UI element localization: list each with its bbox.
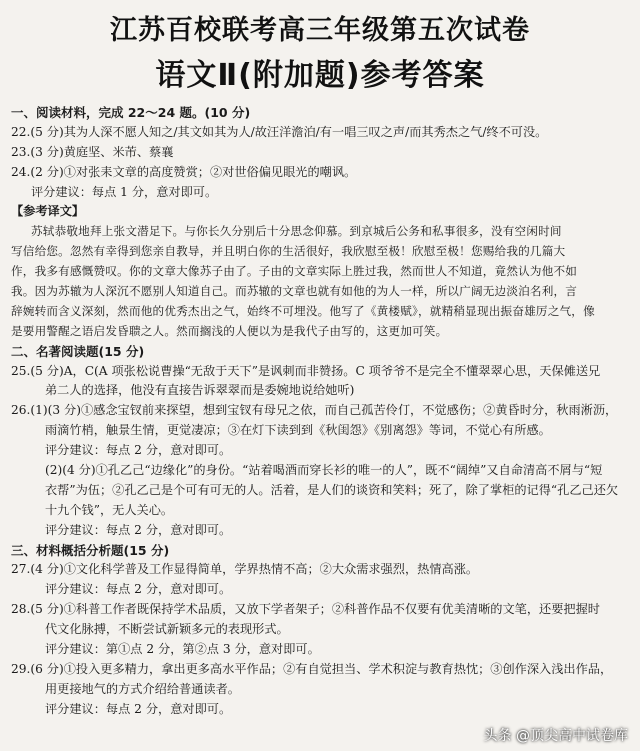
translation-line: 苏轼恭敬地拜上张文潜足下。与你长久分别后十分思念仰慕。到京城后公务和私事很多，没有空闲时间 <box>31 224 562 239</box>
scoring-note: 评分建议：每点 2 分，意对即可。 <box>45 522 232 537</box>
answer-q25-cont: 弟二人的选择，他没有直接告诉翠翠而是委婉地说给她听) <box>45 383 355 398</box>
answer-q24: 24.(2 分)①对张耒文章的高度赞赏；②对世俗偏见眼光的嘲讽。 <box>11 164 357 179</box>
answer-q26-2-cont: 衣帮”为伍；②孔乙己是个可有可无的人。活着，是人们的谈资和笑料；死了，除了掌柜的记得“孔乙己还欠 <box>45 482 619 497</box>
translation-line: 作，我多有感慨赞叹。你的文章大像苏子由了。子由的文章实际上胜过我，然而世人不知道，竟然认为他不如 <box>11 264 578 279</box>
answer-content <box>11 103 631 720</box>
answer-q26-2: (2)(4 分)①孔乙己“边缘化”的身份。“站着喝酒而穿长衫的唯一的人”，既不“阔绰”又自命清高不屑与“短 <box>45 463 603 478</box>
scoring-note: 评分建议：第①点 2 分，第②点 3 分，意对即可。 <box>45 642 320 657</box>
answer-q26-2-cont: 十九个钱”，无人关心。 <box>45 502 174 517</box>
source-watermark: 头条 @顶尖高中试卷库 <box>483 728 628 744</box>
scoring-note: 评分建议：每点 2 分，意对即可。 <box>45 701 232 716</box>
translation-line: 辞婉转而含义深刻，然而他的优秀杰出之气，始终不可埋没。他写了《黄楼赋》，就精稍显现出振奋雄厉之气，像 <box>11 303 595 318</box>
translation-line: 是要用警醒之语启发昏聩之人。然而搁浅的人便以为是我代子由写的，这更加可笑。 <box>11 323 448 338</box>
translation-line: 写信给您。忽然有幸得到您亲自教导，并且明白你的生活很好，我欣慰至极！欣慰至极！您赐给我的几篇大 <box>11 244 566 259</box>
section-3-heading: 三、材料概括分析题(15 分) <box>11 542 170 558</box>
answer-q26-1: 26.(1)(3 分)①感念宝钗前来探望，想到宝钗有母兄之依，而自己孤苦伶仃，不觉感伤；②黄昏时分，秋雨淅沥， <box>11 403 618 418</box>
section-1-heading: 一、阅读材料，完成 22～24 题。(10 分) <box>11 105 251 120</box>
translation-line: 我。因为苏辙为人深沉不愿别人知道自己。而苏辙的文章也就有如他的为人一样，所以广阔无边淡泊名利，言 <box>11 284 578 299</box>
answer-q29-cont: 用更接地气的方式介绍给普通读者。 <box>45 681 240 696</box>
answer-q26-1-cont: 雨滴竹梢，触景生情，更觉凄凉；③在灯下读到到《秋闺怨》《别离怨》等词，不觉心有所感。 <box>45 423 551 438</box>
answer-q28: 28.(5 分)①科普工作者既保持学术品质，又放下学者架子；②科普作品不仅要有优美清晰的文笔，还要把握时 <box>11 602 600 617</box>
answer-q27: 27.(4 分)①文化科学普及工作显得简单，学界热情不高；②大众需求强烈，热情高涨。 <box>11 562 479 577</box>
translation-heading: 【参考译文】 <box>11 204 85 219</box>
page-subtitle: 语文Ⅱ(附加题)参考答案 <box>155 58 485 93</box>
answer-q23: 23.(3 分)黄庭坚、米芾、蔡襄 <box>11 144 174 159</box>
answer-q29: 29.(6 分)①投入更多精力，拿出更多高水平作品；②有自觉担当、学术积淀与教育热忱；③创作深入浅出作品， <box>11 661 613 676</box>
section-2-heading: 二、名著阅读题(15 分) <box>11 343 145 359</box>
answer-q25: 25.(5 分)A，C(A 项张松说曹操“无敌于天下”是讽刺而非赞扬。C 项爷爷不是完全不懂翠翠心思，天保傩送兄 <box>11 363 601 378</box>
scoring-note: 评分建议：每点 2 分，意对即可。 <box>45 443 232 458</box>
scoring-note: 评分建议：每点 1 分，意对即可。 <box>31 184 218 199</box>
answer-q22: 22.(5 分)其为人深不愿人知之/其文如其为人/故汪洋澹泊/有一唱三叹之声/而其秀杰之气/终不可没。 <box>11 124 548 139</box>
scoring-note: 评分建议：每点 2 分，意对即可。 <box>45 582 232 597</box>
page-title: 江苏百校联考高三年级第五次试卷 <box>110 15 530 46</box>
answer-q28-cont: 代文化脉搏，不断尝试新颖多元的表现形式。 <box>45 622 289 637</box>
